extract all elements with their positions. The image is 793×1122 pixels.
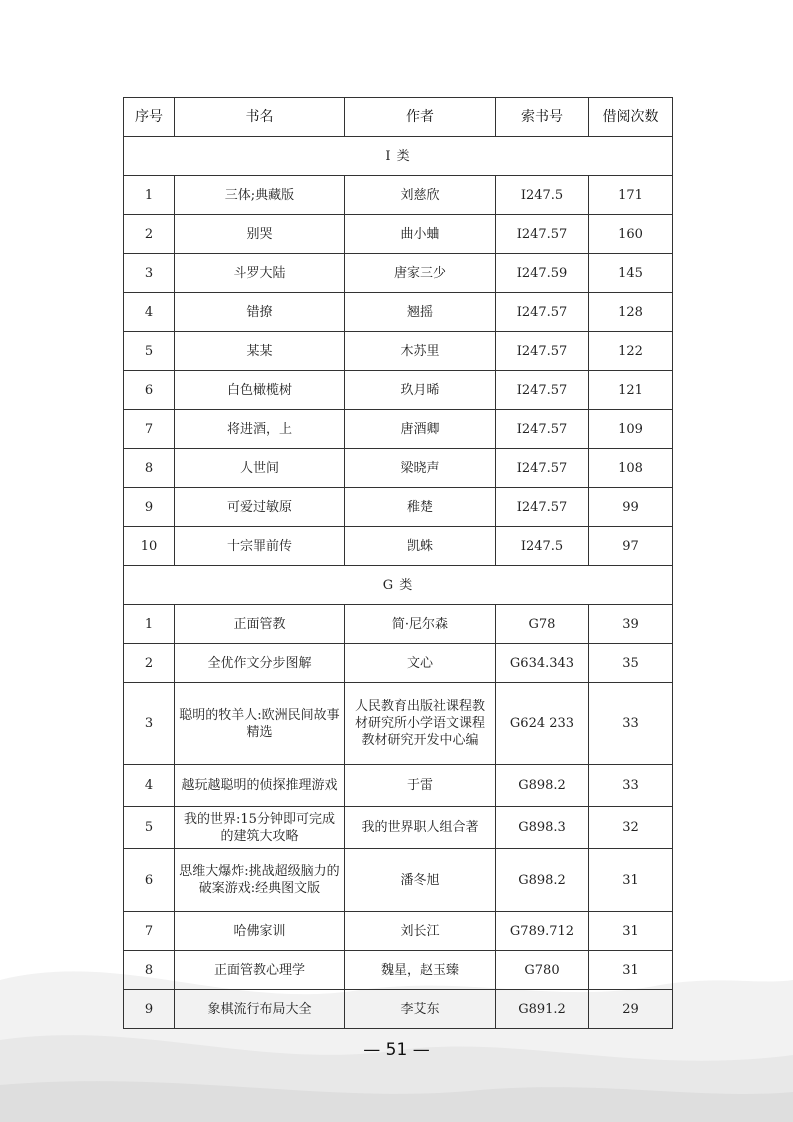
cell-author: 刘长江 xyxy=(345,912,496,951)
table-row xyxy=(124,849,673,912)
cell-title: 哈佛家训 xyxy=(175,912,345,951)
cell-index: 2 xyxy=(124,644,175,683)
cell-borrow-count: 31 xyxy=(589,912,673,951)
cell-index: 1 xyxy=(124,605,175,644)
table-row xyxy=(124,371,673,410)
cell-index: 4 xyxy=(124,293,175,332)
cell-call-number: G634.343 xyxy=(496,644,589,683)
cell-title: 正面管教 xyxy=(175,605,345,644)
cell-title: 思维大爆炸:挑战超级脑力的破案游戏:经典图文版 xyxy=(175,849,345,912)
cell-call-number: I247.57 xyxy=(496,488,589,527)
cell-index: 1 xyxy=(124,176,175,215)
cell-borrow-count: 99 xyxy=(589,488,673,527)
section-label-i: I 类 xyxy=(124,137,673,176)
cell-borrow-count: 32 xyxy=(589,807,673,849)
header-borrow-count: 借阅次数 xyxy=(589,98,673,137)
cell-author: 刘慈欣 xyxy=(345,176,496,215)
cell-borrow-count: 33 xyxy=(589,683,673,765)
cell-call-number: G898.2 xyxy=(496,765,589,807)
table-row xyxy=(124,449,673,488)
table-row xyxy=(124,644,673,683)
section-label-g: G 类 xyxy=(124,566,673,605)
cell-borrow-count: 35 xyxy=(589,644,673,683)
cell-index: 6 xyxy=(124,849,175,912)
cell-author: 于雷 xyxy=(345,765,496,807)
table-row xyxy=(124,254,673,293)
cell-index: 5 xyxy=(124,332,175,371)
cell-title: 别哭 xyxy=(175,215,345,254)
header-call-number: 索书号 xyxy=(496,98,589,137)
cell-author: 玖月晞 xyxy=(345,371,496,410)
cell-call-number: I247.57 xyxy=(496,293,589,332)
cell-borrow-count: 39 xyxy=(589,605,673,644)
cell-call-number: I247.59 xyxy=(496,254,589,293)
cell-call-number: G898.3 xyxy=(496,807,589,849)
cell-title: 某某 xyxy=(175,332,345,371)
cell-index: 10 xyxy=(124,527,175,566)
cell-call-number: I247.5 xyxy=(496,176,589,215)
table-row xyxy=(124,293,673,332)
cell-borrow-count: 160 xyxy=(589,215,673,254)
cell-author: 稚楚 xyxy=(345,488,496,527)
cell-title: 错撩 xyxy=(175,293,345,332)
cell-call-number: I247.57 xyxy=(496,371,589,410)
cell-call-number: I247.57 xyxy=(496,449,589,488)
table-row xyxy=(124,912,673,951)
table-row xyxy=(124,410,673,449)
cell-call-number: I247.5 xyxy=(496,527,589,566)
cell-index: 7 xyxy=(124,912,175,951)
cell-borrow-count: 122 xyxy=(589,332,673,371)
table-row xyxy=(124,807,673,849)
cell-call-number: G78 xyxy=(496,605,589,644)
cell-author: 我的世界职人组合著 xyxy=(345,807,496,849)
cell-title: 我的世界:15分钟即可完成的建筑大攻略 xyxy=(175,807,345,849)
cell-title: 斗罗大陆 xyxy=(175,254,345,293)
cell-title: 十宗罪前传 xyxy=(175,527,345,566)
cell-index: 6 xyxy=(124,371,175,410)
cell-call-number: G891.2 xyxy=(496,990,589,1029)
cell-author: 李艾东 xyxy=(345,990,496,1029)
cell-borrow-count: 171 xyxy=(589,176,673,215)
cell-title: 越玩越聪明的侦探推理游戏 xyxy=(175,765,345,807)
cell-index: 2 xyxy=(124,215,175,254)
cell-author: 木苏里 xyxy=(345,332,496,371)
cell-author: 唐家三少 xyxy=(345,254,496,293)
cell-borrow-count: 31 xyxy=(589,951,673,990)
cell-title: 聪明的牧羊人:欧洲民间故事精选 xyxy=(175,683,345,765)
cell-index: 9 xyxy=(124,488,175,527)
table-row xyxy=(124,215,673,254)
table-row xyxy=(124,951,673,990)
table-row xyxy=(124,990,673,1029)
cell-author: 凯蛛 xyxy=(345,527,496,566)
cell-author: 人民教育出版社课程教材研究所小学语文课程教材研究开发中心编 xyxy=(345,683,496,765)
section-row-i xyxy=(124,137,673,176)
header-title: 书名 xyxy=(175,98,345,137)
section-row-g xyxy=(124,566,673,605)
cell-call-number: I247.57 xyxy=(496,332,589,371)
cell-author: 曲小蛐 xyxy=(345,215,496,254)
borrowing-ranking-table xyxy=(123,97,673,1029)
cell-title: 人世间 xyxy=(175,449,345,488)
cell-author: 简·尼尔森 xyxy=(345,605,496,644)
cell-title: 白色橄榄树 xyxy=(175,371,345,410)
cell-title: 象棋流行布局大全 xyxy=(175,990,345,1029)
cell-title: 将进酒，上 xyxy=(175,410,345,449)
cell-borrow-count: 121 xyxy=(589,371,673,410)
table-row xyxy=(124,605,673,644)
cell-borrow-count: 128 xyxy=(589,293,673,332)
cell-call-number: I247.57 xyxy=(496,410,589,449)
cell-author: 唐酒卿 xyxy=(345,410,496,449)
cell-title: 可爱过敏原 xyxy=(175,488,345,527)
cell-call-number: G780 xyxy=(496,951,589,990)
cell-author: 梁晓声 xyxy=(345,449,496,488)
cell-author: 潘冬旭 xyxy=(345,849,496,912)
cell-call-number: G789.712 xyxy=(496,912,589,951)
table-row xyxy=(124,332,673,371)
cell-call-number: I247.57 xyxy=(496,215,589,254)
cell-index: 8 xyxy=(124,951,175,990)
cell-author: 魏星，赵玉臻 xyxy=(345,951,496,990)
cell-borrow-count: 108 xyxy=(589,449,673,488)
header-author: 作者 xyxy=(345,98,496,137)
cell-title: 全优作文分步图解 xyxy=(175,644,345,683)
cell-call-number: G898.2 xyxy=(496,849,589,912)
table-row xyxy=(124,527,673,566)
header-index: 序号 xyxy=(124,98,175,137)
cell-author: 翘摇 xyxy=(345,293,496,332)
cell-index: 3 xyxy=(124,683,175,765)
cell-author: 文心 xyxy=(345,644,496,683)
cell-borrow-count: 31 xyxy=(589,849,673,912)
table-row xyxy=(124,176,673,215)
cell-borrow-count: 97 xyxy=(589,527,673,566)
page-number: — 51 — xyxy=(363,1040,430,1060)
cell-index: 8 xyxy=(124,449,175,488)
cell-borrow-count: 33 xyxy=(589,765,673,807)
table-row xyxy=(124,488,673,527)
cell-index: 4 xyxy=(124,765,175,807)
table-header-row xyxy=(124,98,673,137)
cell-call-number: G624 233 xyxy=(496,683,589,765)
cell-borrow-count: 109 xyxy=(589,410,673,449)
cell-index: 7 xyxy=(124,410,175,449)
cell-borrow-count: 145 xyxy=(589,254,673,293)
cell-index: 9 xyxy=(124,990,175,1029)
table-row xyxy=(124,683,673,765)
cell-index: 3 xyxy=(124,254,175,293)
cell-title: 三体;典藏版 xyxy=(175,176,345,215)
table-row xyxy=(124,765,673,807)
cell-index: 5 xyxy=(124,807,175,849)
cell-title: 正面管教心理学 xyxy=(175,951,345,990)
cell-borrow-count: 29 xyxy=(589,990,673,1029)
